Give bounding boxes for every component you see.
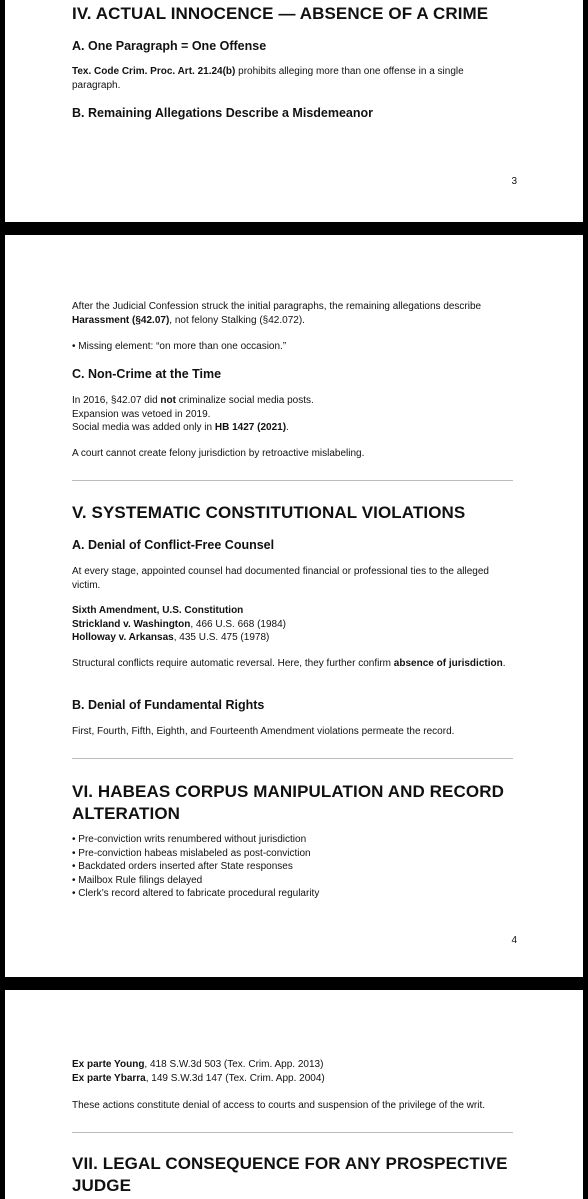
retroactive-conclusion: A court cannot create felony jurisdiction by retroactive mislabeling.	[72, 448, 365, 459]
citation-ex-parte-young: Ex parte Young, 418 S.W.3d 503 (Tex. Crim. App. 2013)	[72, 1059, 324, 1070]
divider	[72, 480, 513, 481]
citation-strickland: Strickland v. Washington, 466 U.S. 668 (1984)	[72, 618, 286, 630]
non-crime-line-2: Expansion was vetoed in 2019.	[72, 408, 211, 420]
section-v-heading: V. SYSTEMATIC CONSTITUTIONAL VIOLATIONS	[72, 503, 466, 522]
non-crime-line-3: Social media was added only in HB 1427 (2021).	[72, 422, 289, 433]
divider	[72, 758, 513, 759]
page-number: 4	[511, 935, 517, 946]
section-vi-heading: VI. HABEAS CORPUS MANIPULATION AND RECORD ALTERATION	[72, 782, 504, 823]
list-item: • Mailbox Rule filings delayed	[72, 874, 203, 886]
citation-holloway: Holloway v. Arkansas, 435 U.S. 475 (1978)	[72, 632, 270, 643]
citation-sixth-amendment: Sixth Amendment, U.S. Constitution	[72, 605, 244, 616]
section-iv-heading: IV. ACTUAL INNOCENCE — ABSENCE OF A CRIME	[72, 4, 489, 23]
habeas-bullet-list	[72, 833, 511, 901]
citation-ex-parte-ybarra: Ex parte Ybarra, 149 S.W.3d 147 (Tex. Crim. App. 2004)	[72, 1072, 325, 1084]
rights-paragraph: First, Fourth, Fifth, Eighth, and Fourteenth Amendment violations permeate the record.	[72, 726, 455, 737]
statute-paragraph: Tex. Code Crim. Proc. Art. 21.24(b) prohibits alleging more than one offense in a single paragraph.	[72, 66, 464, 91]
subheading-a-one-paragraph: A. One Paragraph = One Offense	[72, 39, 267, 53]
citations-block	[72, 604, 511, 645]
ex-parte-citations	[72, 1058, 511, 1085]
structural-conflict-paragraph: Structural conflicts require automatic reversal. Here, they further confirm absence of jurisdiction.	[72, 658, 506, 669]
harassment-paragraph: After the Judicial Confession struck the initial paragraphs, the remaining allegations describe Harassment (§42.07), not felony Stalking (§42.072).	[72, 301, 482, 326]
statute-citation: Tex. Code Crim. Proc. Art. 21.24(b)	[72, 66, 236, 77]
list-item: • Pre-conviction habeas mislabeled as post-conviction	[72, 847, 311, 859]
document-page-5	[5, 990, 583, 1199]
subheading-b-misdemeanor: B. Remaining Allegations Describe a Misdemeanor	[72, 106, 374, 120]
subheading-c-non-crime: C. Non-Crime at the Time	[72, 367, 222, 381]
document-page-3	[5, 0, 583, 222]
counsel-paragraph: At every stage, appointed counsel had documented financial or professional ties to the alleged victim.	[72, 566, 489, 591]
subheading-v-a-counsel: A. Denial of Conflict-Free Counsel	[72, 538, 275, 552]
section-vii-heading: VII. LEGAL CONSEQUENCE FOR ANY PROSPECTIVE JUDGE	[72, 1154, 508, 1195]
non-crime-block	[72, 394, 511, 435]
document-page-4	[5, 235, 583, 977]
list-item: • Clerk’s record altered to fabricate procedural regularity	[72, 888, 320, 899]
missing-element-bullet: • Missing element: “on more than one occasion.”	[72, 341, 287, 352]
writ-conclusion: These actions constitute denial of access to courts and suspension of the privilege of the writ.	[72, 1100, 486, 1111]
list-item: • Pre-conviction writs renumbered without jurisdiction	[72, 834, 307, 845]
page-number: 3	[511, 176, 517, 187]
list-item: • Backdated orders inserted after State responses	[72, 861, 293, 872]
non-crime-line-1: In 2016, §42.07 did not criminalize social media posts.	[72, 395, 314, 406]
divider	[72, 1132, 513, 1133]
subheading-v-b-rights: B. Denial of Fundamental Rights	[72, 698, 265, 712]
